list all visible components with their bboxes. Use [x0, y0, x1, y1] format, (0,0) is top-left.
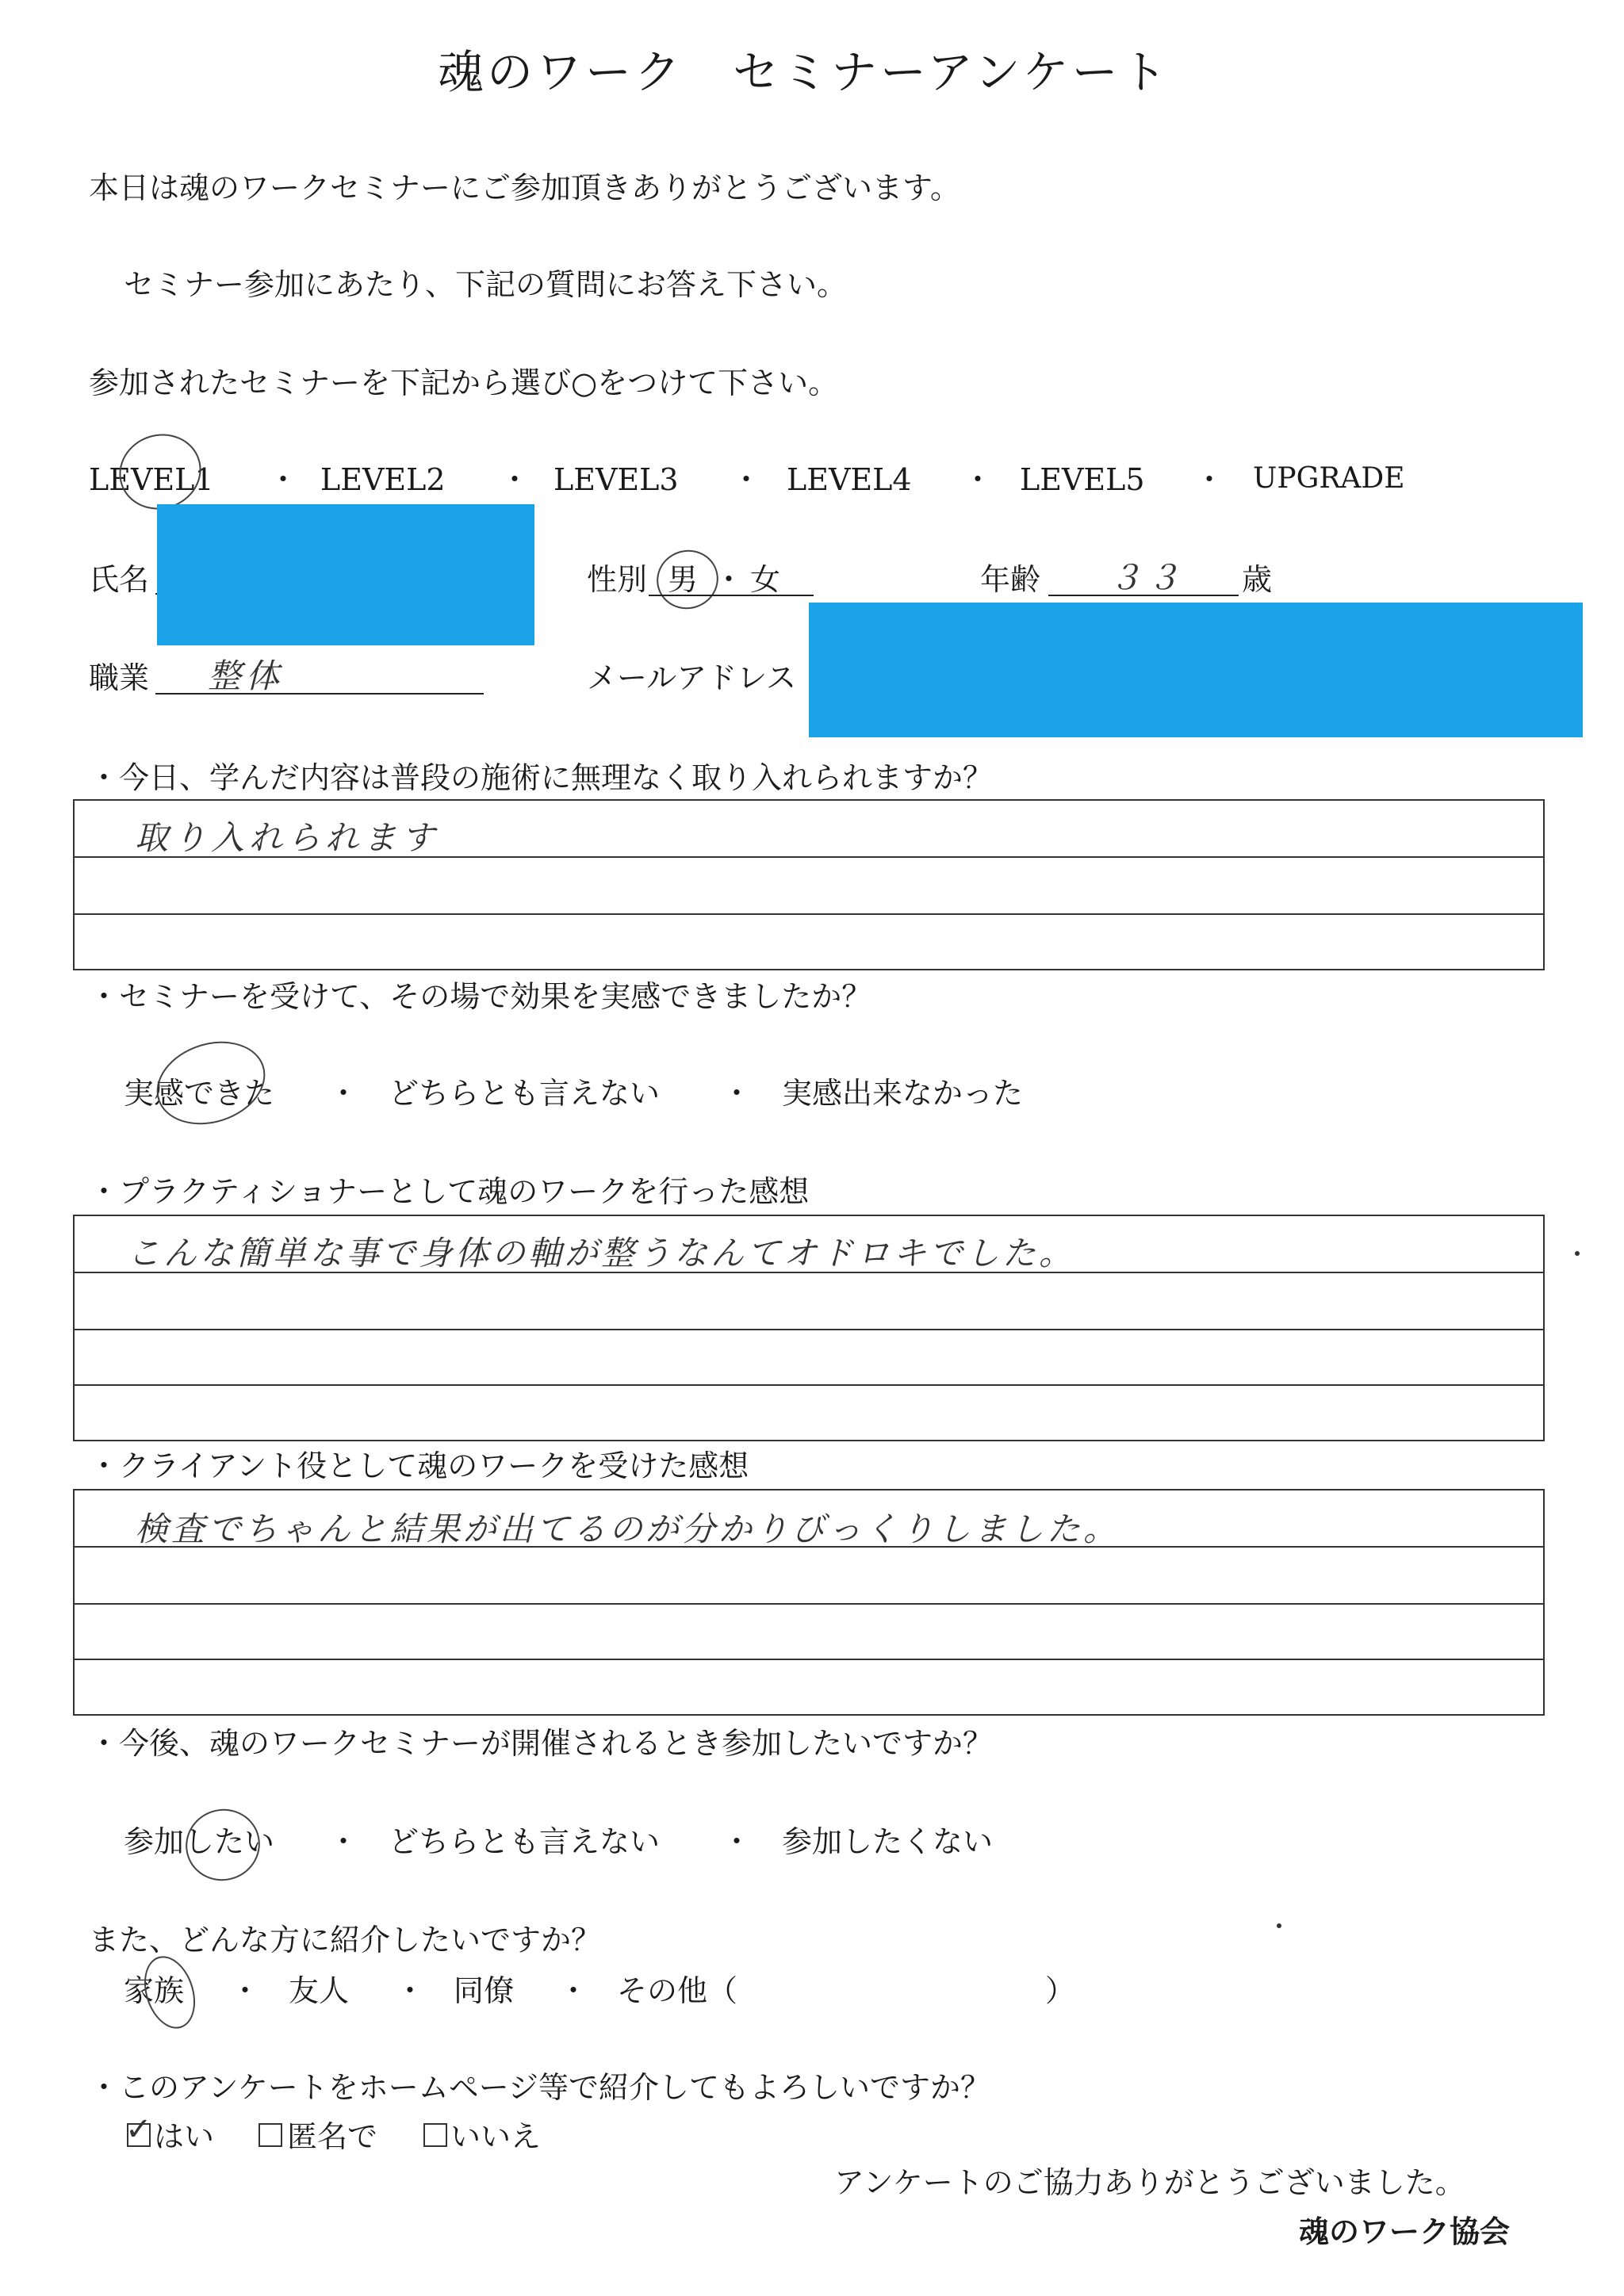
footer-thanks: アンケートのご協力ありがとうございました。 — [834, 2165, 1465, 2200]
intro-line-2: セミナー参加にあたり、下記の質問にお答え下さい。 — [124, 267, 848, 302]
level-option-3[interactable]: LEVEL3 — [553, 462, 679, 497]
gender-label: 性別 — [587, 562, 648, 597]
q5-option-3[interactable]: 参加したくない — [782, 1824, 994, 1859]
age-value: ３３ — [1109, 558, 1185, 597]
job-value: 整体 — [208, 656, 285, 695]
q6-option-colleague[interactable]: 同僚 — [454, 1973, 515, 2008]
q7-option-no: いいえ — [450, 2119, 542, 2154]
q6-option-other[interactable]: その他（ — [617, 1973, 738, 2008]
gender-female-option[interactable]: 女 — [750, 562, 781, 597]
q7-checkbox-no[interactable] — [423, 2123, 447, 2147]
name-label: 氏名 — [89, 562, 150, 597]
q2-option-1[interactable]: 実感できた — [124, 1076, 275, 1111]
answer-row-line — [75, 1659, 1543, 1660]
redaction-tape-email — [809, 603, 1583, 737]
q5-circle-mark — [176, 1800, 269, 1891]
q6-option-friend[interactable]: 友人 — [289, 1973, 350, 2008]
level-option-1[interactable]: LEVEL1 — [89, 462, 214, 497]
q4-question: ・クライアント役として魂のワークを受けた感想 — [89, 1448, 749, 1483]
redaction-tape-name — [157, 504, 534, 645]
q1-question: ・今日、学んだ内容は普段の施術に無理なく取り入れられますか？ — [89, 760, 994, 795]
gender-male-option[interactable]: 男 — [668, 562, 699, 597]
q2-option-3[interactable]: 実感出来なかった — [782, 1076, 1024, 1111]
q6-separator: ・ — [230, 1973, 261, 2008]
answer-row-line — [75, 1603, 1543, 1605]
q5-option-2[interactable]: どちらとも言えない — [389, 1824, 661, 1859]
level-option-5[interactable]: LEVEL5 — [1020, 462, 1145, 497]
level-separator: ・ — [731, 462, 762, 497]
q7-question: ・このアンケートをホームページ等で紹介してもよろしいですか？ — [89, 2070, 990, 2105]
job-field[interactable] — [155, 693, 484, 695]
level-separator: ・ — [963, 462, 994, 497]
q6-close-paren: ） — [1045, 1973, 1076, 2008]
q7-checkbox-anonymous[interactable] — [259, 2123, 282, 2147]
footer-organization: 魂のワーク協会 — [1299, 2214, 1511, 2249]
q7-option-yes: はい — [154, 2119, 215, 2154]
level-option-upgrade[interactable]: UPGRADE — [1253, 462, 1405, 495]
level-separator: ・ — [500, 462, 530, 497]
level-option-4[interactable]: LEVEL4 — [787, 462, 912, 497]
level-option-2[interactable]: LEVEL2 — [320, 462, 446, 497]
q6-circle-mark — [136, 1950, 204, 2035]
q6-question: また、どんな方に紹介したいですか？ — [89, 1923, 602, 1957]
q2-separator: ・ — [722, 1076, 753, 1111]
q2-circle-mark — [146, 1028, 276, 1138]
q2-separator: ・ — [328, 1076, 359, 1111]
gender-underline — [649, 595, 814, 596]
q5-question: ・今後、魂のワークセミナーが開催されるとき参加したいですか？ — [89, 1726, 994, 1761]
q6-separator: ・ — [558, 1973, 589, 2008]
gender-separator: ・ — [714, 562, 745, 597]
q3-question: ・プラクティショナーとして魂のワークを行った感想 — [89, 1174, 810, 1209]
email-label: メールアドレス — [587, 660, 797, 695]
answer-row-line — [75, 1329, 1543, 1330]
age-unit: 歳 — [1242, 562, 1273, 597]
q2-option-2[interactable]: どちらとも言えない — [389, 1076, 661, 1111]
age-label: 年齢 — [980, 562, 1041, 597]
level-separator: ・ — [1194, 462, 1225, 497]
q6-separator: ・ — [395, 1973, 426, 2008]
q6-option-family[interactable]: 家族 — [124, 1973, 185, 2008]
scan-speck — [1277, 1923, 1281, 1928]
answer-row-line — [75, 1384, 1543, 1386]
answer-row-line — [75, 913, 1543, 915]
scan-speck — [1575, 1251, 1580, 1256]
q7-option-anonymous: 匿名で — [287, 2119, 378, 2154]
q5-separator: ・ — [328, 1824, 359, 1859]
form-title: 魂のワーク セミナーアンケート — [438, 45, 1170, 99]
intro-line-1: 本日は魂のワークセミナーにご参加頂きありがとうございます。 — [89, 170, 960, 205]
q2-question: ・セミナーを受けて、その場で効果を実感できましたか？ — [89, 979, 872, 1014]
q1-answer-text: 取り入れられます — [135, 818, 440, 857]
job-label: 職業 — [89, 660, 150, 695]
q3-answer-text: こんな簡単な事で身体の軸が整うなんてオドロキでした。 — [127, 1234, 1076, 1272]
level-separator: ・ — [268, 462, 299, 497]
q4-answer-text: 検査でちゃんと結果が出てるのが分かりびっくりしました。 — [135, 1510, 1120, 1548]
intro-line-3: 参加されたセミナーを下記から選び○をつけて下さい。 — [89, 365, 839, 400]
q5-separator: ・ — [722, 1824, 753, 1859]
check-mark-icon: ✓ — [125, 2111, 152, 2148]
q5-option-1[interactable]: 参加したい — [124, 1824, 275, 1859]
